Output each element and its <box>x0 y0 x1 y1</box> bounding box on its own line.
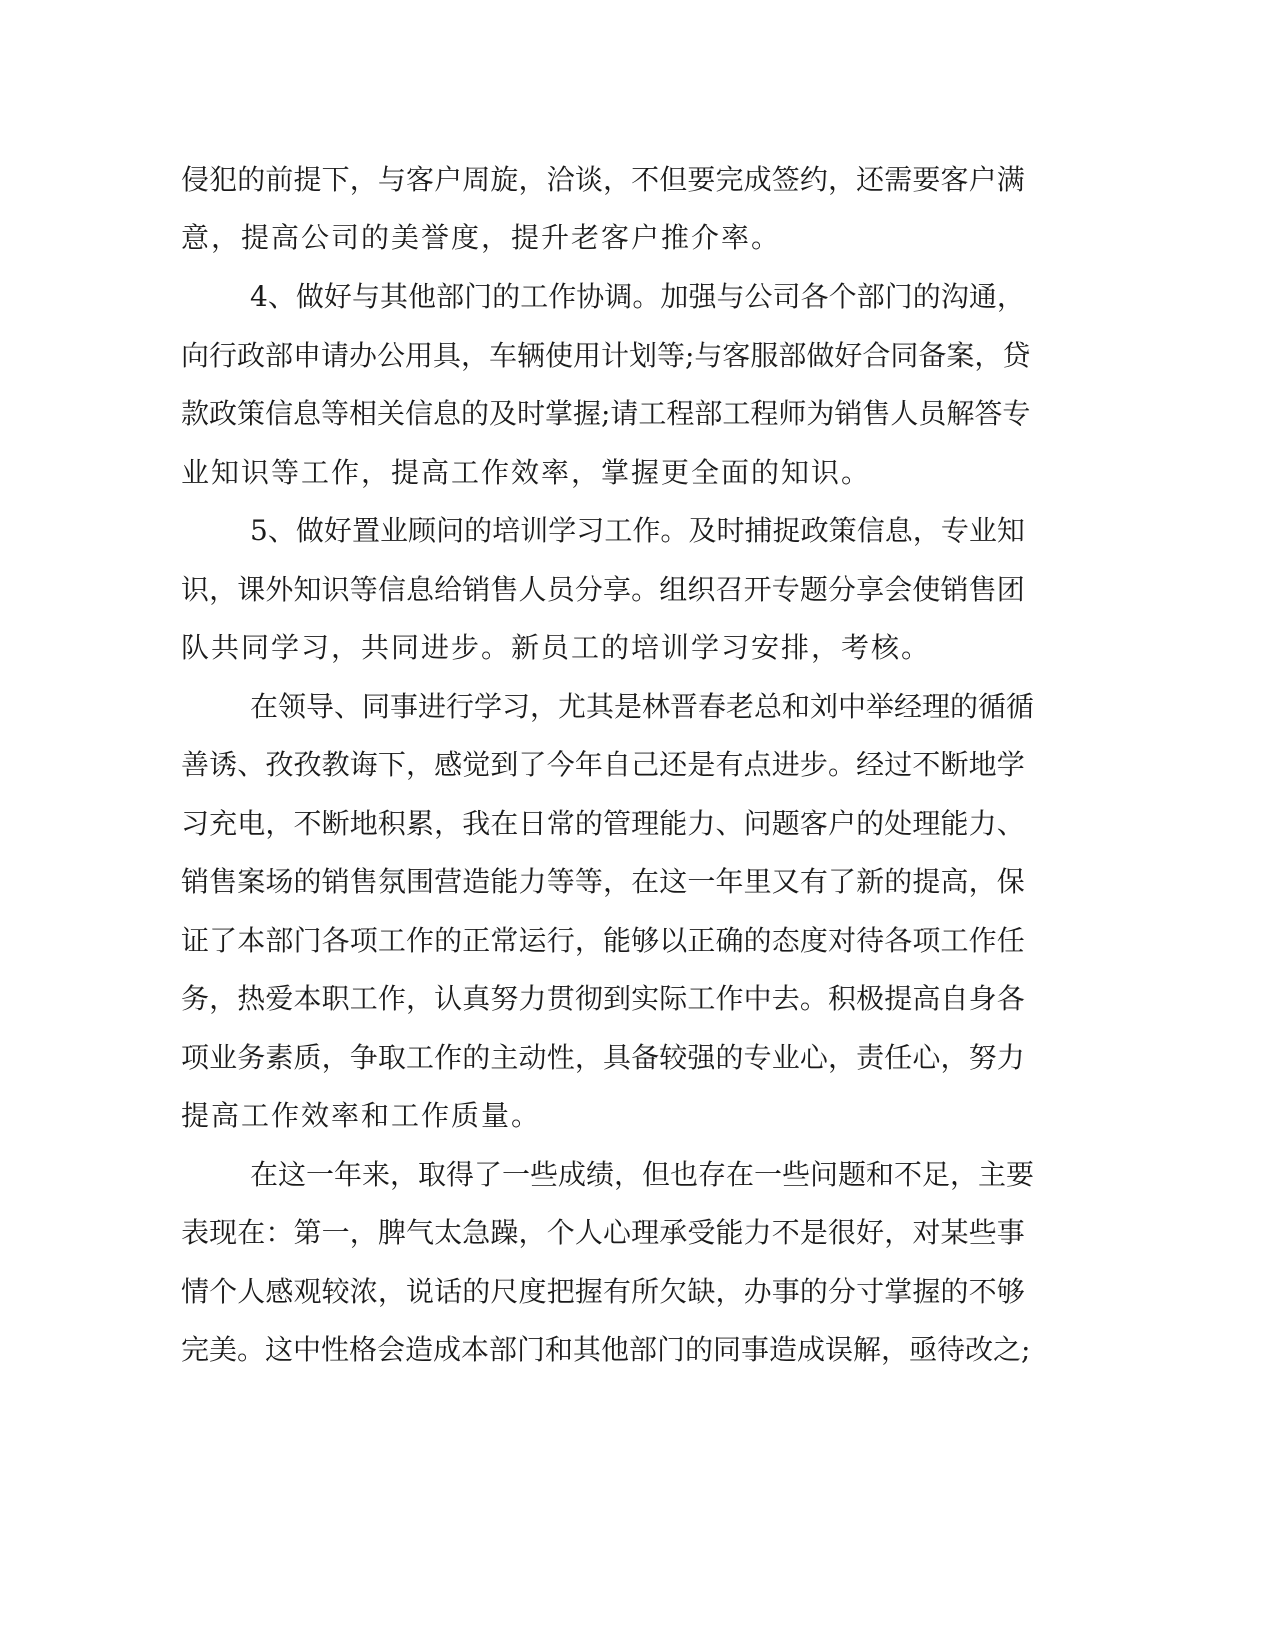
text-line <box>0 977 1275 1021</box>
text-line-content: 识，课外知识等信息给销售人员分享。组织召开专题分享会使销售团 <box>181 573 1025 606</box>
text-line-content: 业知识等工作，提高工作效率，掌握更全面的知识。 <box>181 456 872 489</box>
text-line <box>0 626 1275 670</box>
text-line-content: 在这一年来，取得了一些成绩，但也存在一些问题和不足，主要 <box>250 1158 1035 1191</box>
text-line <box>0 802 1275 846</box>
text-line-content: 表现在：第一，脾气太急躁，个人心理承受能力不是很好，对某些事 <box>181 1216 1025 1249</box>
text-line <box>0 1094 1275 1138</box>
text-line <box>0 334 1275 378</box>
text-line <box>0 743 1275 787</box>
text-line-content: 5、做好置业顾问的培训学习工作。及时捕捉政策信息，专业知 <box>250 514 1025 547</box>
text-line-content: 习充电，不断地积累，我在日常的管理能力、问题客户的处理能力、 <box>181 807 1025 840</box>
text-line <box>0 216 1275 260</box>
text-line-content: 4、做好与其他部门的工作协调。加强与公司各个部门的沟通， <box>250 280 1025 313</box>
text-line <box>0 568 1275 612</box>
text-line <box>0 919 1275 963</box>
text-line-content: 情个人感观较浓，说话的尺度把握有所欠缺，办事的分寸掌握的不够 <box>181 1275 1025 1308</box>
text-line <box>0 509 1275 553</box>
text-line <box>0 392 1275 436</box>
text-line <box>0 860 1275 904</box>
text-line-content: 在领导、同事进行学习，尤其是林晋春老总和刘中举经理的循循 <box>250 690 1035 723</box>
text-line <box>0 1270 1275 1314</box>
text-line-content: 销售案场的销售氛围营造能力等等，在这一年里又有了新的提高，保 <box>181 865 1025 898</box>
text-line-content: 项业务素质，争取工作的主动性，具备较强的专业心，责任心，努力 <box>181 1041 1025 1074</box>
text-line-content: 务，热爱本职工作，认真努力贯彻到实际工作中去。积极提高自身各 <box>181 982 1025 1015</box>
text-line <box>0 1328 1275 1372</box>
text-line-content: 完美。这中性格会造成本部门和其他部门的同事造成误解，亟待改之; <box>181 1333 1031 1366</box>
text-line <box>0 685 1275 729</box>
text-line <box>0 1211 1275 1255</box>
text-line <box>0 158 1275 202</box>
text-line-content: 款政策信息等相关信息的及时掌握;请工程部工程师为销售人员解答专 <box>181 397 1031 430</box>
text-line <box>0 451 1275 495</box>
text-line-content: 队共同学习，共同进步。新员工的培训学习安排，考核。 <box>181 631 932 664</box>
text-line <box>0 1036 1275 1080</box>
text-line-content: 侵犯的前提下，与客户周旋，洽谈，不但要完成签约，还需要客户满 <box>181 163 1025 196</box>
text-line <box>0 1153 1275 1197</box>
text-line-content: 提高工作效率和工作质量。 <box>181 1099 542 1132</box>
text-line <box>0 275 1275 319</box>
text-line-content: 善诱、孜孜教诲下，感觉到了今年自己还是有点进步。经过不断地学 <box>181 748 1025 781</box>
text-line-content: 意，提高公司的美誉度，提升老客户推介率。 <box>181 221 782 254</box>
text-line-content: 证了本部门各项工作的正常运行，能够以正确的态度对待各项工作任 <box>181 924 1025 957</box>
text-line-content: 向行政部申请办公用具，车辆使用计划等;与客服部做好合同备案，贷 <box>181 339 1031 372</box>
